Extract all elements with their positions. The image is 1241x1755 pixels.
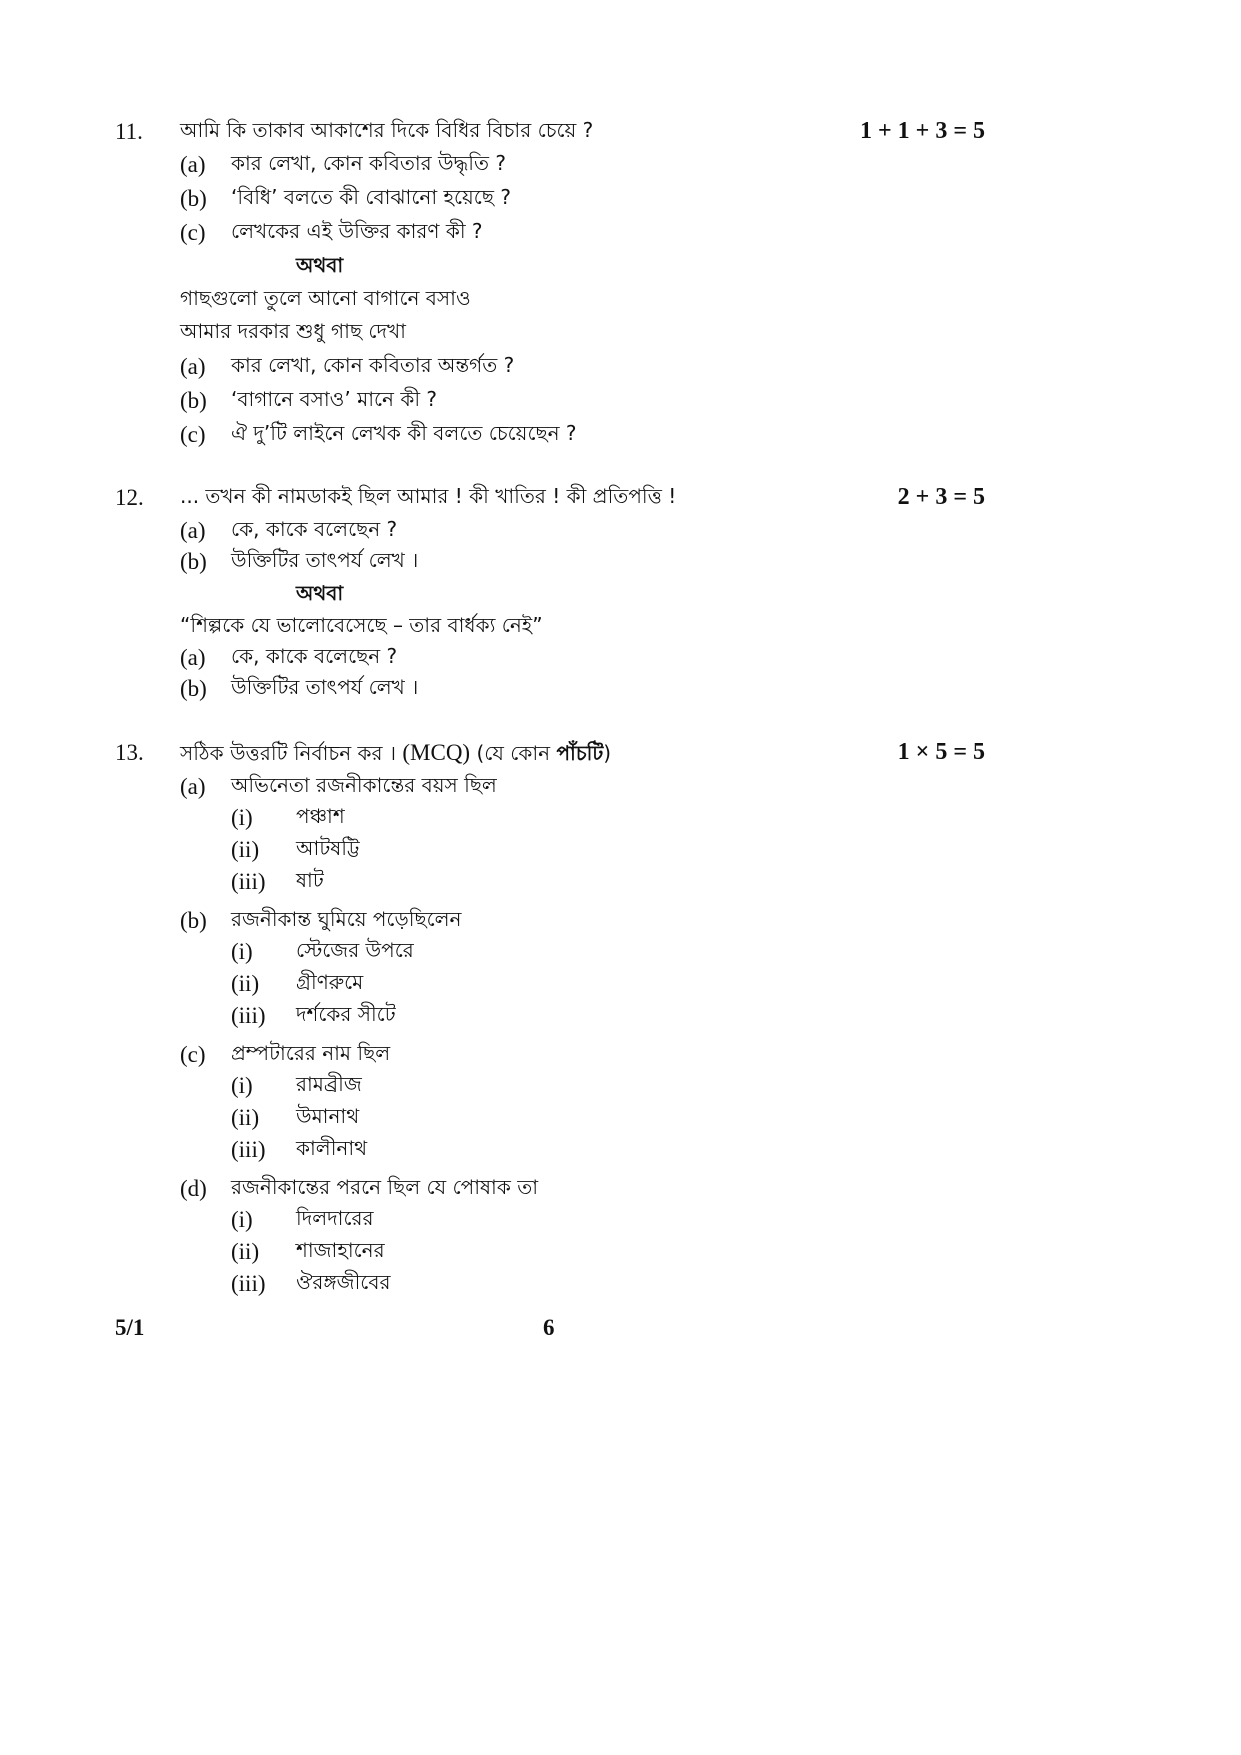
option-label: (ii) xyxy=(231,971,260,996)
part-text: ঐ দু’টি লাইনে লেখক কী বলতে চেয়েছেন ? xyxy=(231,421,577,445)
option-label: (iii) xyxy=(231,1003,266,1028)
option-text: উমানাথ xyxy=(296,1104,360,1128)
part-text: উক্তিটির তাৎপর্য লেখ । xyxy=(231,675,419,699)
part-label: (b) xyxy=(180,676,207,701)
option-text: ঔরঙ্গজীবের xyxy=(296,1270,391,1294)
page-number: 6 xyxy=(543,1315,555,1340)
option-label: (iii) xyxy=(231,869,266,894)
question-number: 11. xyxy=(115,119,143,144)
part-text: অভিনেতা রজনীকান্তের বয়স ছিল xyxy=(231,773,497,797)
mcq-tag: (MCQ) xyxy=(402,740,471,765)
part-text: কে, কাকে বলেছেন ? xyxy=(231,517,398,541)
quote-line: আমার দরকার শুধু গাছ দেখা xyxy=(180,319,406,343)
question-text-count: পাঁচটি xyxy=(556,741,604,765)
part-label: (a) xyxy=(180,152,206,177)
part-text: কার লেখা, কোন কবিতার অন্তর্গত ? xyxy=(231,353,515,377)
option-label: (i) xyxy=(231,939,253,964)
part-label: (a) xyxy=(180,354,206,379)
or-label: অথবা xyxy=(296,253,344,277)
option-text: গ্রীণরুমে xyxy=(296,970,364,994)
option-label: (ii) xyxy=(231,1239,260,1264)
part-label: (a) xyxy=(180,645,206,670)
question-number: 13. xyxy=(115,740,144,765)
part-label: (b) xyxy=(180,549,207,574)
part-label: (c) xyxy=(180,1042,206,1067)
part-label: (b) xyxy=(180,388,207,413)
question-text: ... তখন কী নামডাকই ছিল আমার ! কী খাতির ! কী প্রতিপত্তি ! xyxy=(180,484,677,508)
question-text-instruction: (যে কোন xyxy=(470,741,557,765)
option-label: (ii) xyxy=(231,1105,260,1130)
option-text: স্টেজের উপরে xyxy=(296,938,414,962)
part-text: উক্তিটির তাৎপর্য লেখ । xyxy=(231,548,419,572)
marks-allocation: 1 × 5 = 5 xyxy=(897,739,985,765)
part-text: কে, কাকে বলেছেন ? xyxy=(231,644,398,668)
part-label: (b) xyxy=(180,908,207,933)
option-label: (iii) xyxy=(231,1137,266,1162)
question-text: আমি কি তাকাব আকাশের দিকে বিধির বিচার চেয়ে ? xyxy=(180,118,594,142)
option-label: (i) xyxy=(231,1073,253,1098)
part-text: রজনীকান্তের পরনে ছিল যে পোষাক তা xyxy=(231,1175,539,1199)
quote-line: গাছগুলো তুলে আনো বাগানে বসাও xyxy=(180,286,471,310)
part-text: লেখকের এই উক্তির কারণ কী ? xyxy=(231,219,483,243)
option-text: পঞ্চাশ xyxy=(296,804,345,828)
part-label: (c) xyxy=(180,220,206,245)
part-label: (d) xyxy=(180,1176,207,1201)
part-label: (b) xyxy=(180,186,207,211)
part-text: রজনীকান্ত ঘুমিয়ে পড়েছিলেন xyxy=(231,907,462,931)
paper-code: 5/1 xyxy=(115,1315,145,1340)
option-label: (i) xyxy=(231,805,253,830)
part-label: (a) xyxy=(180,518,206,543)
question-text-main: সঠিক উত্তরটি নির্বাচন কর । xyxy=(180,741,403,765)
option-text: দিলদারের xyxy=(296,1206,374,1230)
or-label: অথবা xyxy=(296,581,344,605)
question-text-close: ) xyxy=(603,741,612,765)
option-text: দর্শকের সীটে xyxy=(296,1002,396,1026)
part-text: ‘বাগানে বসাও’ মানে কী ? xyxy=(231,387,438,411)
option-label: (i) xyxy=(231,1207,253,1232)
question-text xyxy=(180,741,611,764)
part-text: প্রম্পটারের নাম ছিল xyxy=(231,1041,391,1065)
quote-line: “শিল্পকে যে ভালোবেসেছে – তার বার্ধক্য নেই” xyxy=(180,613,543,637)
option-label: (ii) xyxy=(231,837,260,862)
marks-allocation: 2 + 3 = 5 xyxy=(897,484,985,510)
option-text: আটষট্টি xyxy=(296,836,360,860)
question-number: 12. xyxy=(115,485,144,510)
option-text: কালীনাথ xyxy=(296,1136,368,1160)
option-text: রামব্রীজ xyxy=(296,1072,362,1096)
option-text: ষাট xyxy=(296,868,324,892)
part-label: (c) xyxy=(180,422,206,447)
part-text: ‘বিধি’ বলতে কী বোঝানো হয়েছে ? xyxy=(231,185,511,209)
marks-allocation: 1 + 1 + 3 = 5 xyxy=(859,118,985,144)
option-label: (iii) xyxy=(231,1271,266,1296)
option-text: শাজাহানের xyxy=(296,1238,385,1262)
part-label: (a) xyxy=(180,774,206,799)
part-text: কার লেখা, কোন কবিতার উদ্ধৃতি ? xyxy=(231,151,506,175)
